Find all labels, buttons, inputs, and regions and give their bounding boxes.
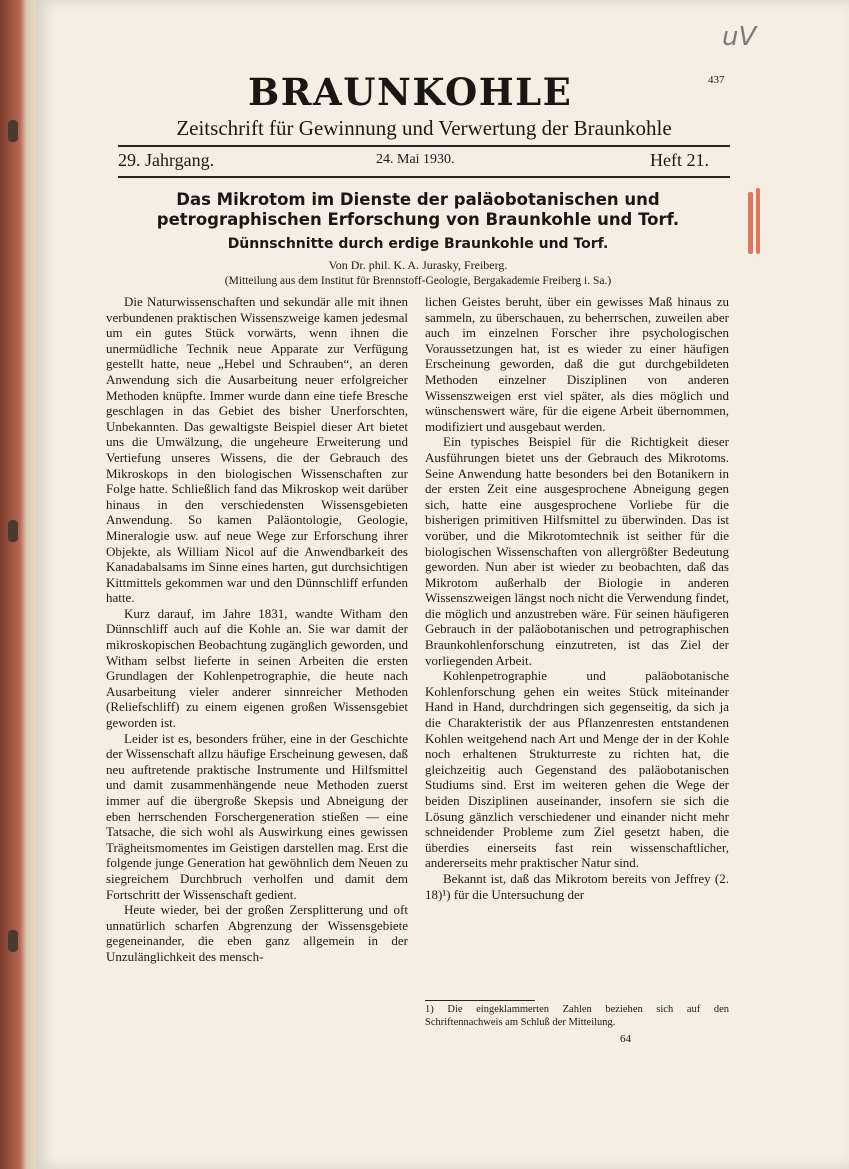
footnote: 1) Die eingeklammerten Zahlen beziehen sich auf den Schriftennachweis am Schluß der Mitteilung.: [425, 1004, 729, 1028]
paragraph: Kurz darauf, im Jahre 1831, wandte Witham den Dünnschliff auch auf die Kohle an. Sie war damit der mikroskopischen Beobachtung zugänglich geworden, und Witham selbst lieferte in seinen Arbeiten die ersten Grundlagen der Kohlenpetrographie, die heute nach Ausarbeitung vieler anderer sinnreicher Methoden (Reliefschliff) zu einem eigenen großen Wissensgebiet geworden ist.: [106, 605, 408, 731]
volume-label: 29. Jahrgang.: [118, 150, 215, 170]
paragraph: Ein typisches Beispiel für die Richtigkeit dieser Ausführungen bietet uns der Gebrauch des Mikrotoms. Seine Anwendung hatte besonders bei den Botanikern in der ersten Zeit eine ausgesprochene Abneigung gegen sich, hatte eine ausgesprochene Vorliebe für die bisherigen primitiven Hilfsmittel zu überwinden. Das ist vorüber, und die Mikrotomtechnik ist seither für die biologischen Wissenschaften von allergrößter Bedeutung geworden. Nun aber ist wieder zu beobachten, daß das Mikrotom außerhalb der Biologie in anderen Wissenszweigen längst noch nicht die Verwendung findet, die möglich und anzustreben wäre. Für seinen häufigeren Gebrauch in der paläobotanischen und petrographischen Braunkohlenforschung einzutreten, ist das Ziel der vorliegenden Arbeit.: [425, 434, 729, 668]
red-pencil-mark: [748, 192, 753, 254]
issue-date: 24. Mai 1930.: [376, 152, 455, 167]
journal-title: BRAUNKOHLE: [248, 70, 573, 114]
binding-hole: [8, 120, 18, 142]
text-column-left: [106, 294, 408, 965]
footnote-rule: [425, 1000, 535, 1001]
binding-hole: [8, 930, 18, 952]
paragraph: Die Naturwissenschaften und sekundär alle mit ihnen verbundenen praktischen Wissenszweige kamen jedesmal um ein gutes Stück vorwärts, wenn ihnen die unermüdliche Technik neue Apparate zur Verfügung gestellt hatte, neue „Hebel und Schrauben“, an deren Anwendung sich die Ausarbeitung neuer erfolgreicher Methoden knüpfte. Immer wurde dann eine tiefe Bresche geschlagen in das Gebiet des bisher Unerforschten, Unbekannten. Das gewaltigste Beispiel dieser Art bietet uns die Umwälzung, die ungeheure Erweiterung und Vertiefung unseres Wissens, die der Gebrauch des Mikroskops in den biologischen Wissenschaften zur Folge hatte. Schließlich fand das Mikroskop weit darüber hinaus in den verschiedensten Wissensgebieten Anwendung. So kamen Paläontologie, Geologie, Mineralogie usw. auf neue Wege zur Erforschung ihrer Objekte, als William Nicol auf die Anwendbarkeit des Kanadabalsams im Sinne eines harten, gut durchsichtigen Kittmittels gekommen war und den Dünnschliff erfunden hatte.: [106, 294, 408, 606]
article-byline: Von Dr. phil. K. A. Jurasky, Freiberg.: [328, 258, 508, 272]
pencil-annotation: uV: [722, 22, 757, 52]
article-title: Das Mikrotom im Dienste der paläobotanischen und petrographischen Erforschung von Braunkohle und Torf.: [156, 190, 680, 229]
paragraph: Leider ist es, besonders früher, eine in der Geschichte der Wissenschaft allzu häufige Erscheinung gewesen, daß neu auftretende praktische Instrumente und Hilfsmittel und damit zusammenhängende neue Methoden zuerst immer auf die übergroße Skepsis und Abneigung der eben herrschenden Forschergeneration stießen — eine Tatsache, die sich wohl als Auswirkung eines gewissen Trägheitsmomentes im Geistigen darstellen mag. Erst die folgende junge Generation hat gewöhnlich dem Neuen zu siegreichem Durchbruch verholfen und damit dem Fortschritt der Wissenschaft gedient.: [106, 730, 408, 902]
article-affiliation: (Mitteilung aus dem Institut für Brennstoff-Geologie, Bergakademie Freiberg i. Sa.): [224, 275, 612, 287]
paragraph: Bekannt ist, daß das Mikrotom bereits von Jeffrey (2. 18)¹) für die Untersuchung der: [425, 870, 729, 902]
article-subtitle: Dünnschnitte durch erdige Braunkohle und Torf.: [227, 236, 609, 252]
journal-subtitle: Zeitschrift für Gewinnung und Verwertung der Braunkohle: [176, 116, 672, 140]
header-rule-bottom: [118, 176, 730, 178]
paragraph: lichen Geistes beruht, über ein gewisses Maß hinaus zu sammeln, zu überschauen, zu beherrschen, zuweilen aber auch im einzelnen Forscher ihre psychologischen Voraussetzungen hat, ist es wieder zu einer häufigen Erscheinung geworden, daß die gut durchgebildeten Methoden einzelner Disziplinen von anderen Wissenszweigen erst viel später, als dies möglich und wünschenswert wäre, für die eigene Arbeit übernommen, modifiziert und ausgebaut werden.: [425, 294, 729, 434]
header-rule-top: [118, 145, 730, 147]
page-number: 437: [708, 74, 725, 86]
paragraph: Heute wieder, bei der großen Zersplitterung und oft unnatürlich scharfen Abgrenzung der Wissensgebiete gegeneinander, die eben ganz allgemein in der Unzulänglichkeit des mensch-: [106, 902, 408, 964]
issue-label: Heft 21.: [650, 150, 709, 170]
text-column-right: [425, 294, 729, 902]
binding-hole: [8, 520, 18, 542]
red-pencil-mark: [756, 188, 760, 254]
footer-page-number: 64: [620, 1033, 631, 1045]
paragraph: Kohlenpetrographie und paläobotanische Kohlenforschung gehen ein weites Stück miteinander Hand in Hand, durchdringen sich gegenseitig, da sich ja die Charakteristik der aus Pflanzenresten entstandenen Kohlen weitgehend nach Art und Menge der in der Kohle noch erhaltenen Strukturreste zu richten hat, die gleichzeitig auch Gegenstand des paläobotanischen Studiums sind. Erst im weiteren gehen die Wege der beiden Disziplinen auseinander, insofern sie sich die Lösung gänzlich verschiedener und einander nicht mehr schneidender Probleme zum Ziel gesetzt haben, die überdies einerseits fast rein wissenschaftlicher, andererseits mehr praktischer Natur sind.: [425, 668, 729, 871]
